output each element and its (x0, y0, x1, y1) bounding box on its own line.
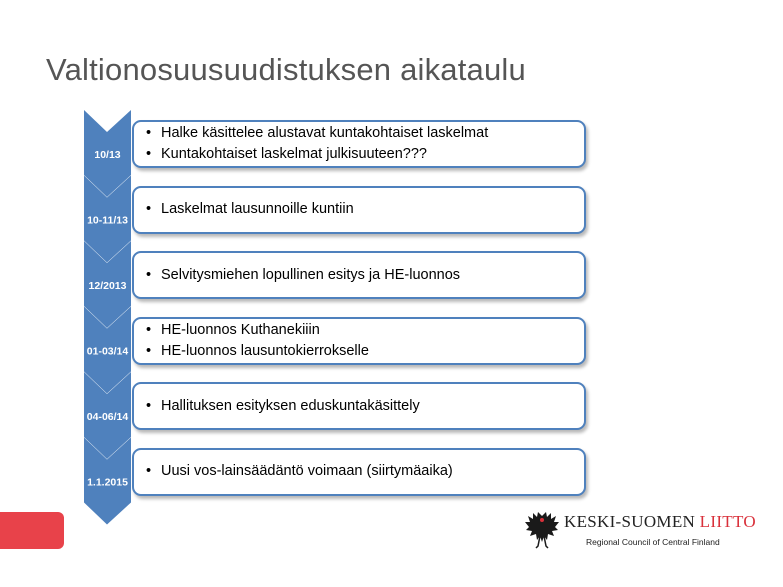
step-date-label: 12/2013 (88, 280, 127, 292)
step-item-list (134, 253, 584, 286)
step-box (132, 448, 586, 496)
capercaillie-bird-icon (524, 510, 560, 550)
step-item: • Selvitysmiehen lopullinen esitys ja HE-luonnos (146, 265, 584, 286)
step-item: • Hallituksen esityksen eduskuntakäsittely (146, 396, 584, 417)
step-date-label: 04-06/14 (86, 411, 129, 423)
step-date-label: 10/13 (94, 149, 121, 161)
logo (524, 510, 754, 554)
logo-subtitle: Regional Council of Central Finland (586, 537, 720, 547)
logo-name (564, 512, 756, 532)
step-date-label: 10-11/13 (87, 214, 128, 227)
step-item: • Uusi vos-lainsäädäntö voimaan (siirtymäaika) (146, 461, 584, 482)
step-box (132, 251, 586, 299)
step-item: • Laskelmat lausunnoille kuntiin (146, 199, 584, 220)
step-date-label: 01-03/14 (86, 345, 129, 358)
red-tab-decoration (0, 512, 64, 549)
step-item: • Halke käsittelee alustavat kuntakohtaiset laskelmat (146, 123, 584, 144)
step-item: • HE-luonnos lausuntokierrokselle (146, 341, 584, 362)
logo-name-main: KESKI-SUOMEN (564, 512, 696, 531)
step-box (132, 317, 586, 365)
step-box (132, 120, 586, 168)
slide-title: Valtionosuusuudistuksen aikataulu (46, 52, 526, 87)
step-item: • Kuntakohtaiset laskelmat julkisuuteen??? (146, 144, 584, 165)
step-item-list (134, 122, 584, 165)
step-item-list (134, 384, 584, 417)
step-item-list (134, 319, 584, 362)
step-item: • HE-luonnos Kuthanekiiin (146, 320, 584, 341)
step-date-label: 1.1.2015 (87, 476, 128, 489)
logo-name-accent: LIITTO (699, 512, 756, 531)
step-box (132, 186, 586, 234)
step-item-list (134, 188, 584, 221)
step-box (132, 382, 586, 430)
step-item-list (134, 450, 584, 483)
